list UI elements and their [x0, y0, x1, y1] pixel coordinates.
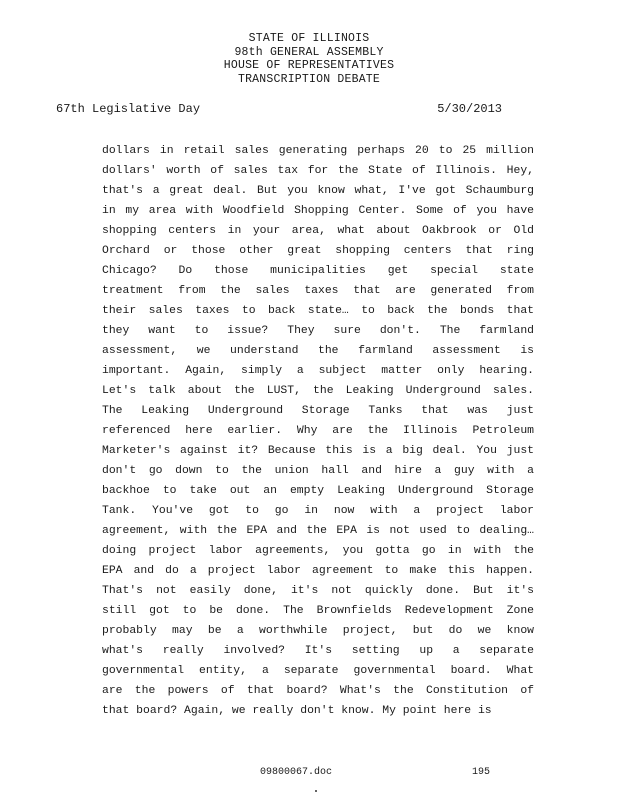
transcript-line: agreement, with the EPA and the EPA is not used to dealing… [102, 525, 534, 537]
transcript-line: probably may be a worthwhile project, but do we know [102, 625, 534, 637]
transcript-line: important. Again, simply a subject matter only hearing. [102, 365, 534, 377]
header-state: STATE OF ILLINOIS [248, 32, 370, 45]
transcript-line: what's really involved? It's setting up a separate [102, 645, 534, 657]
transcript-line: Marketer's against it? Because this is a big deal. You just [102, 445, 534, 457]
transcript-line: doing project labor agreements, you gotta go in with the [102, 545, 534, 557]
transcript-line: dollars' worth of sales tax for the State of Illinois. Hey, [102, 165, 534, 177]
transcript-line: still got to be done. The Brownfields Redevelopment Zone [102, 605, 534, 617]
transcript-line: their sales taxes to back state… to back the bonds that [102, 305, 534, 317]
transcript-line: Chicago? Do those municipalities get special state [102, 265, 534, 277]
session-date: 5/30/2013 [437, 102, 502, 116]
transcript-line: that's a great deal. But you know what, I've got Schaumburg [102, 185, 534, 197]
transcript-line: don't go down to the union hall and hire a guy with a [102, 465, 534, 477]
transcript-line: that board? Again, we really don't know. My point here is [102, 705, 492, 717]
transcript-line: they want to issue? They sure don't. The farmland [102, 325, 534, 337]
transcript-line: Tank. You've got to go in now with a project labor [102, 505, 534, 517]
transcript-line: The Leaking Underground Storage Tanks that was just [102, 405, 534, 417]
footer-file-name: 09800067.doc [260, 767, 333, 778]
transcript-line: shopping centers in your area, what about Oakbrook or Old [102, 225, 534, 237]
document-header [0, 32, 618, 86]
transcript-body [102, 141, 534, 721]
transcript-line: EPA and do a project labor agreement to make this happen. [102, 565, 534, 577]
transcript-line: That's not easily done, it's not quickly done. But it's [102, 585, 534, 597]
header-house: HOUSE OF REPRESENTATIVES [223, 59, 395, 72]
transcript-line: treatment from the sales taxes that are generated from [102, 285, 534, 297]
footer-page-number: 195 [472, 767, 491, 778]
transcript-line: Let's talk about the LUST, the Leaking Underground sales. [102, 385, 534, 397]
transcript-line: governmental entity, a separate governmental board. What [102, 665, 534, 677]
transcript-line: referenced here earlier. Why are the Illinois Petroleum [102, 425, 534, 437]
transcript-line: Orchard or those other great shopping centers that ring [102, 245, 534, 257]
legislative-day: 67th Legislative Day [56, 102, 201, 116]
transcript-line: are the powers of that board? What's the Constitution of [102, 685, 534, 697]
transcript-line: dollars in retail sales generating perhaps 20 to 25 million [102, 145, 534, 157]
transcript-line: backhoe to take out an empty Leaking Underground Storage [102, 485, 534, 497]
scan-speck [315, 790, 317, 792]
header-transcription: TRANSCRIPTION DEBATE [237, 72, 381, 86]
transcript-line: assessment, we understand the farmland assessment is [102, 345, 534, 357]
transcript-line: in my area with Woodfield Shopping Center. Some of you have [102, 205, 534, 217]
header-assembly: 98th GENERAL ASSEMBLY [234, 45, 384, 59]
